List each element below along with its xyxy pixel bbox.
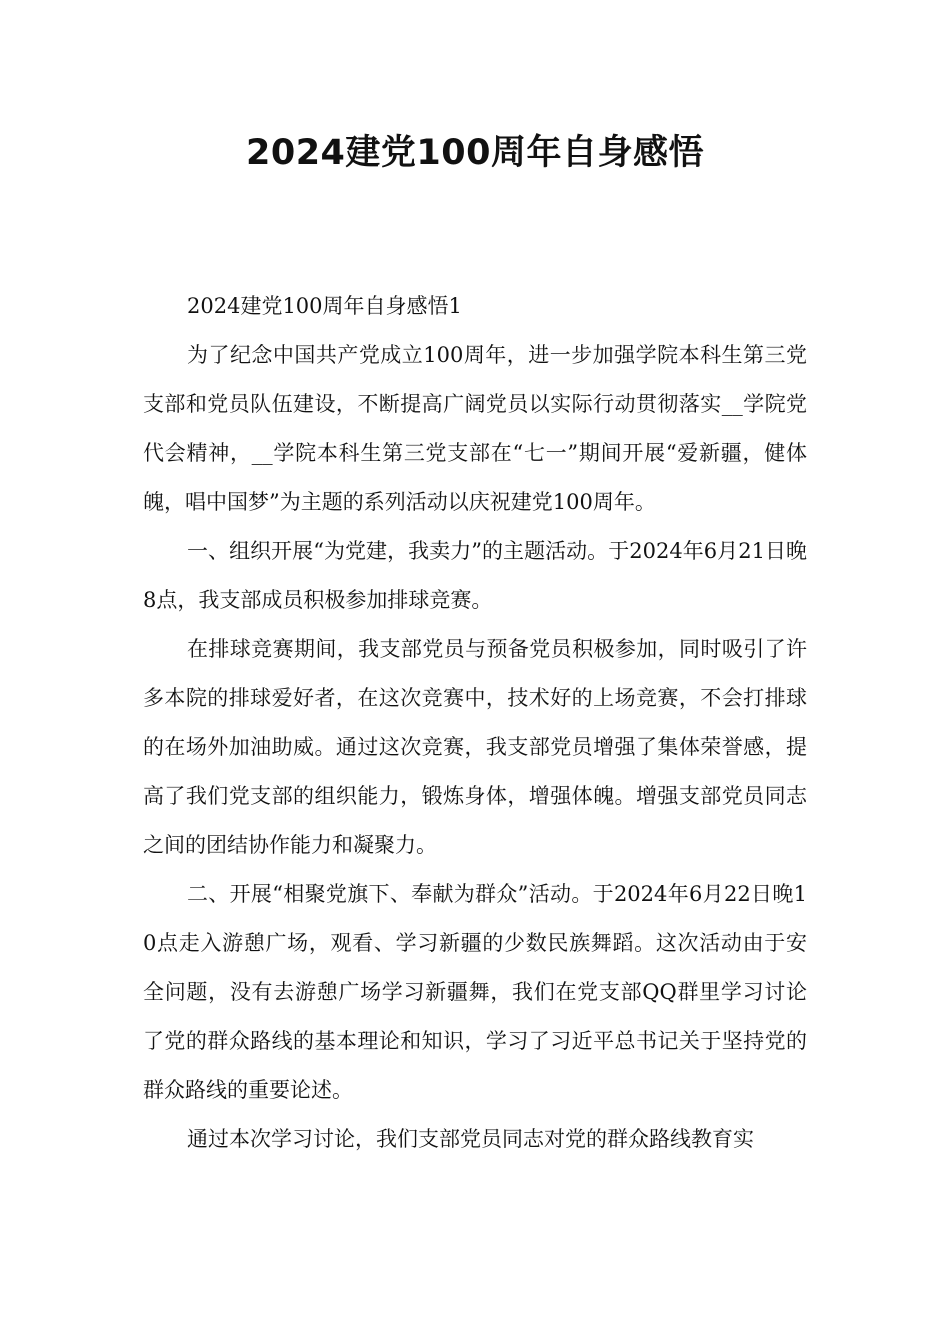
paragraph-section-1: 一、组织开展“为党建，我卖力”的主题活动。于2024年6月21日晚8点，我支部成员积极参加排球竞赛。: [143, 539, 807, 612]
paragraph-study: 通过本次学习讨论，我们支部党员同志对党的群众路线教育实: [187, 1127, 754, 1151]
paragraph-section-2: 二、开展“相聚党旗下、奉献为群众”活动。于2024年6月22日晚10点走入游憩广场，观看、学习新疆的少数民族舞蹈。这次活动由于安全问题，没有去游憩广场学习新疆舞，我们在党支部QQ群里学习讨论了党的群众路线的基本理论和知识，学习了习近平总书记关于坚持党的群众路线的重要论述。: [143, 882, 807, 1102]
paragraph-intro: 为了纪念中国共产党成立100周年，进一步加强学院本科生第三党支部和党员队伍建设，不断提高广阔党员以实际行动贯彻落实__学院党代会精神，__学院本科生第三党支部在“七一”期间开展“爱新疆，健体魄，唱中国梦”为主题的系列活动以庆祝建党100周年。: [143, 343, 807, 514]
paragraph-subtitle: 2024建党100周年自身感悟1: [187, 294, 462, 318]
document-body: [143, 282, 807, 1164]
paragraph-volleyball: 在排球竞赛期间，我支部党员与预备党员积极参加，同时吸引了许多本院的排球爱好者，在这次竞赛中，技术好的上场竞赛，不会打排球的在场外加油助威。通过这次竞赛，我支部党员增强了集体荣誉感，提高了我们党支部的组织能力，锻炼身体，增强体魄。增强支部党员同志之间的团结协作能力和凝聚力。: [143, 637, 807, 857]
document-title: 2024建党100周年自身感悟: [246, 133, 704, 173]
